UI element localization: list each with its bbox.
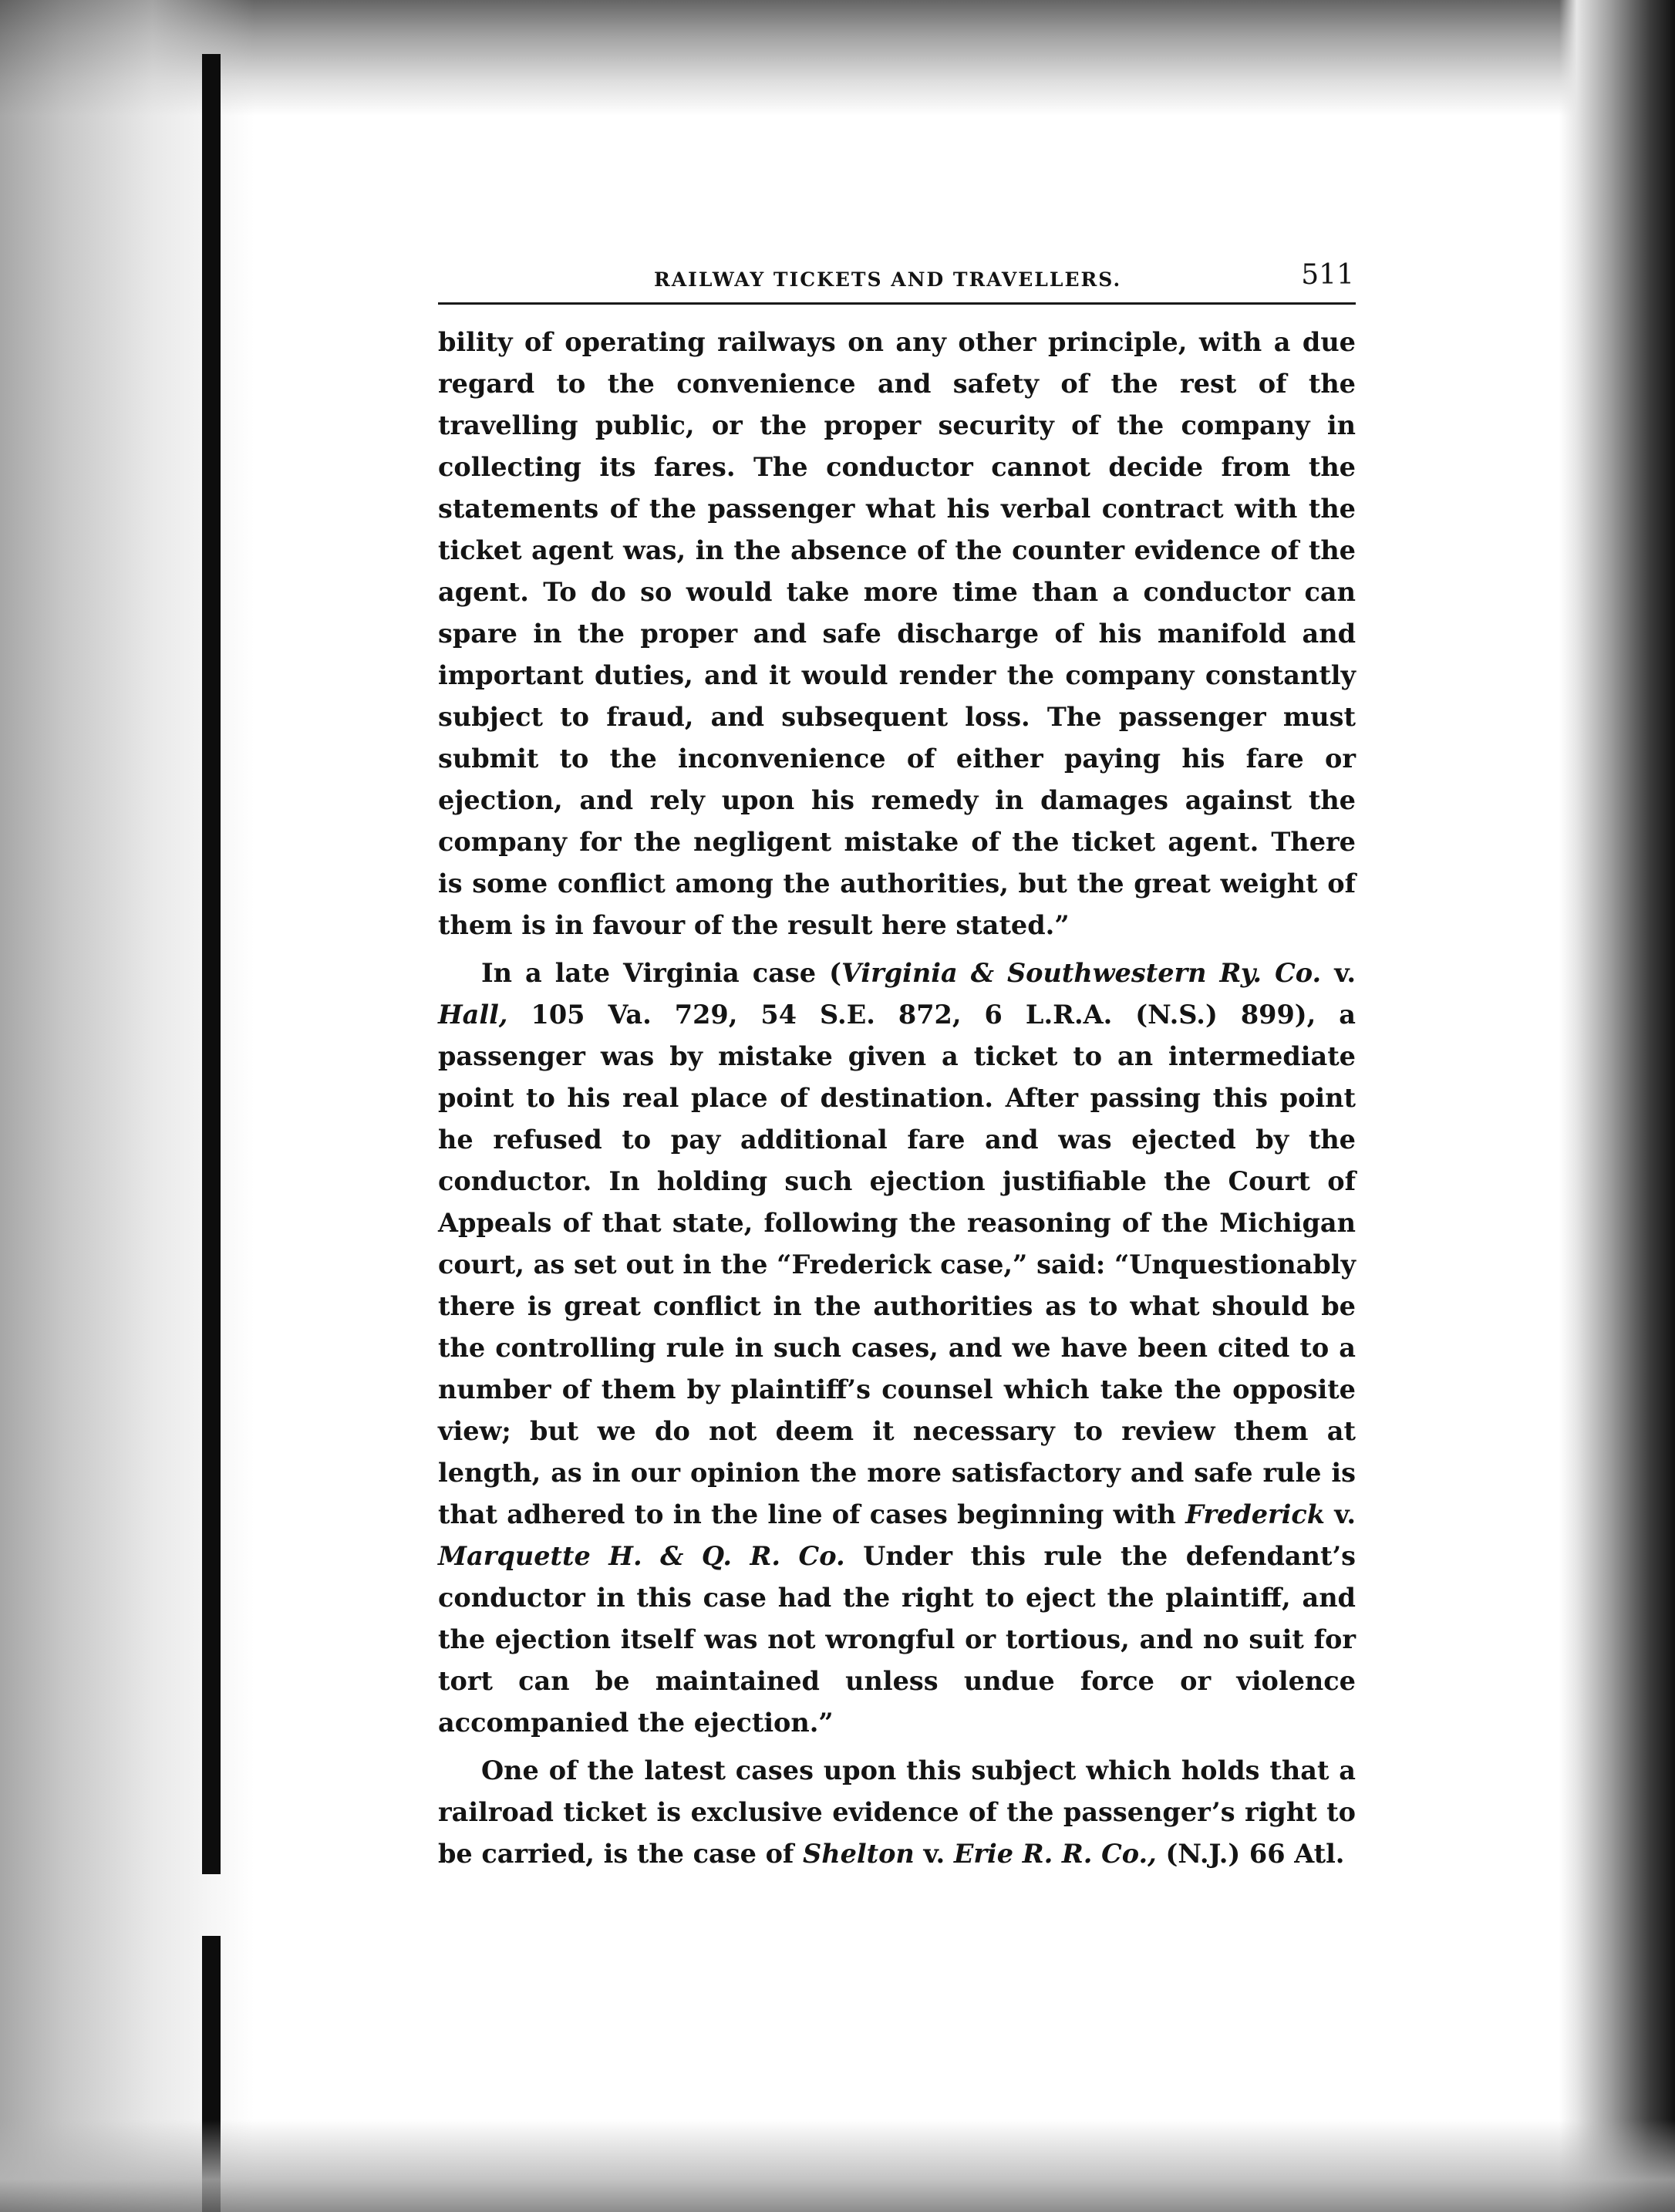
case-name: Shelton: [803, 1839, 915, 1869]
scan-shadow-right: [1559, 0, 1675, 2212]
versus: v.: [1321, 958, 1356, 988]
case-name: Marquette H. & Q. R. Co.: [438, 1541, 845, 1571]
case-name: Hall,: [438, 1000, 508, 1030]
binding-edge-left: [202, 54, 221, 1874]
paragraph-text: Under this rule the defendant’s conductor in this case had the right to eject the plaintiff, and the ejection itself was not wrongful or tortious, and no suit for tort can be maintained unless undue force or violence accompanied the ejection.”: [438, 1541, 1356, 1738]
paragraph-text: bility of operating railways on any other principle, with a due regard to the convenience and safety of the rest of the travelling public, or the proper security of the company in collecting its fares. The conductor cannot decide from the statements of the passenger what his verbal contract with the ticket agent was, in the absence of the counter evidence of the agent. To do so would take more time than a conductor can spare in the proper and safe discharge of his manifold and important duties, and it would render the company constantly subject to fraud, and subsequent loss. The passenger must submit to the inconvenience of either paying his fare or ejection, and rely upon his remedy in damages against the company for the negligent mistake of the ticket agent. There is some conflict among the authorities, but the great weight of them is in favour of the result here stated.”: [438, 327, 1356, 940]
scan-shadow-bottom: [0, 2119, 1675, 2212]
paragraph-text: In a late Virginia case (: [481, 958, 841, 988]
body-text: [438, 322, 1356, 1875]
paragraph-virginia-case: [438, 953, 1356, 1744]
page-number: 511: [1301, 259, 1354, 291]
versus: v.: [1325, 1499, 1357, 1529]
paragraph-continuation: [438, 322, 1356, 946]
paragraph-text: 105 Va. 729, 54 S.E. 872, 6 L.R.A. (N.S.) 899), a passenger was by mistake given a ticket to an intermediate point to his real place of destination. After passing this point he refused to pay additional fare and was ejected by the conductor. In holding such ejection justifiable the Court of Appeals of that state, following the reasoning of the Michigan court, as set out in the “Frederick case,” said: “Unquestionably there is great conflict in the authorities as to what should be the controlling rule in such cases, and we have been cited to a number of them by plaintiff’s counsel which take the opposite view; but we do not deem it necessary to review them at length, as in our opinion the more satisfactory and safe rule is that adhered to in the line of cases beginning with: [438, 1000, 1356, 1529]
paragraph-text: (N.J.) 66 Atl.: [1156, 1839, 1345, 1869]
case-name: Virginia & Southwestern Ry. Co.: [841, 958, 1322, 988]
paragraph-text: One of the latest cases upon this subject which holds that a railroad ticket is exclusive evidence of the passenger’s right to be carried, is the case of: [438, 1755, 1356, 1869]
case-name: Frederick: [1185, 1499, 1326, 1529]
book-page: [438, 259, 1356, 1881]
case-name: Erie R. R. Co.,: [953, 1839, 1157, 1869]
versus: v.: [914, 1839, 954, 1869]
paragraph-latest-case: [438, 1750, 1356, 1875]
page-header: [438, 259, 1356, 305]
running-head: RAILWAY TICKETS AND TRAVELLERS.: [654, 268, 1122, 291]
